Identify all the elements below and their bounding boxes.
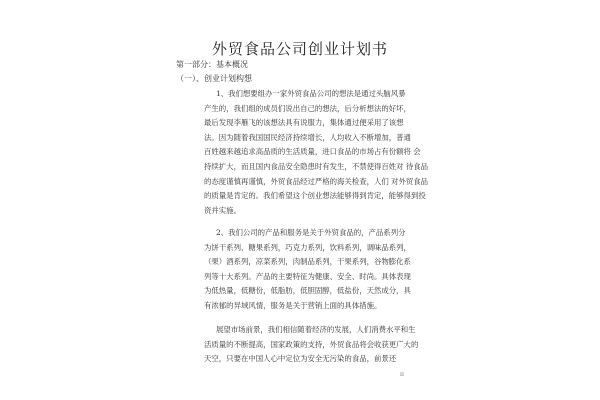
paragraph-line: 有浓郁的异域风情，服务是关于营销上面的具体措施。	[204, 300, 382, 310]
paragraph-line: 的质量是肯定的。我们希望这个创业想法能够得到肯定，能够得到投	[204, 191, 426, 201]
paragraph-line: （果）酒系列，凉菜系列，肉制品系列，干果系列，谷物膨化系	[204, 257, 411, 267]
paragraph-line: 为低热量，低糖份，低脂肪，低胆固醇，低盐份，天然成分，具	[204, 286, 411, 296]
paragraph-line: 最后发现李雁飞的该想法具有说服力，集体通过便采用了该想	[204, 118, 404, 128]
paragraph-line: 资并实施。	[204, 205, 241, 215]
paragraph-2	[204, 226, 411, 314]
paragraph-1	[204, 87, 429, 218]
document-title: 外贸食品公司创业计划书	[211, 40, 388, 58]
paragraph-line: 法。因为随着我国国民经济持续增长，人均收入不断增加，普通	[204, 132, 411, 142]
paragraph-line: 2、我们公司的产品和服务是关于外贸食品的，产品系列分	[216, 228, 406, 237]
paragraph-line: 天空，只要在中国人心中定位为安全无污染的食品，前景还	[204, 354, 397, 364]
page-number: II	[400, 372, 404, 378]
paragraph-line: 持续扩大，而且国内食品安全隐患时有发生，不禁使得百姓对 待食品	[204, 161, 429, 171]
paragraph-line: 百姓越来越追求高品质的生活质量，进口食品的市场占有份额将 会	[204, 147, 421, 157]
paragraph-line: 活质量的不断提高，国家政策的支持，外贸食品将会收获更广大的	[204, 339, 419, 349]
paragraph-line: 列等十大系列。产品的主要特征为健康、安全、时尚。具体表现	[204, 271, 411, 281]
subsection-heading: （一）、创业计划构想	[176, 74, 252, 83]
paragraph-3	[204, 323, 419, 367]
paragraph-line: 产生的，我们组的成员们说出自己的想法，后分析想法的好坏，	[204, 103, 411, 113]
part-heading: 第一部分：基本概况	[176, 60, 248, 69]
paragraph-line: 1、我们想要组办一家外贸食品公司的想法是通过头脑风暴	[216, 89, 406, 98]
paragraph-line: 展望市场前景，我们相信随着经济的发展，人们消费水平和生	[216, 325, 416, 334]
paragraph-line: 的态度谨慎再谨慎，外贸食品经过严格的海关检查，人们 对外贸食品	[204, 176, 429, 186]
paragraph-line: 为饼干系列、糖果系列，巧克力系列，饮料系列，调味品系列，	[204, 242, 411, 252]
